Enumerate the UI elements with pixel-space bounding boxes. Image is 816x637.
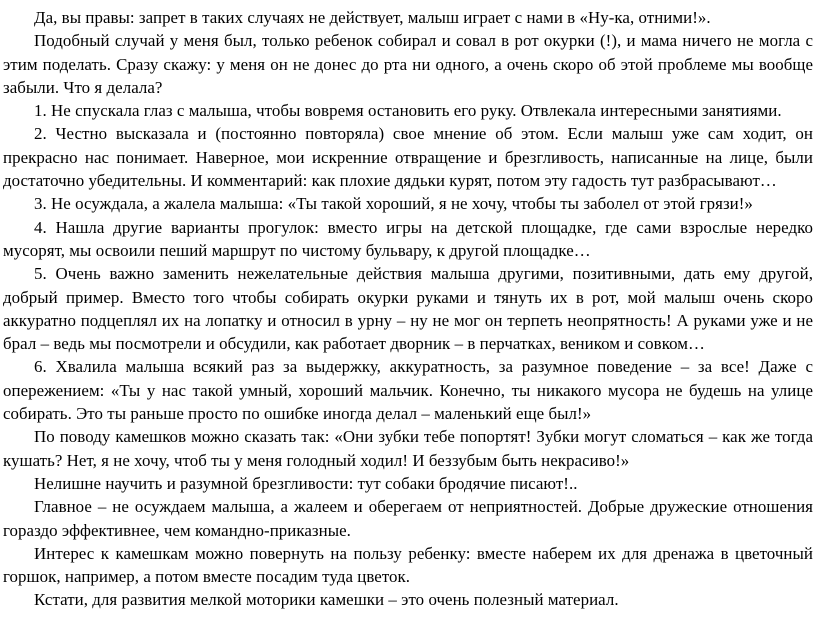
paragraph-intro: Да, вы правы: запрет в таких случаях не действует, малыш играет с нами в «Ну-ка, отними!».	[34, 8, 711, 27]
paragraph-pebbles: По поводу камешков можно сказать так: «Они зубки тебе попортят! Зубки могут сломаться – как же тогда кушать? Нет, я не хочу, чтоб ты у меня голодный ходил! И беззубым быть некрасиво!»	[3, 427, 813, 470]
paragraph-squeamishness: Нелишне научить и разумной брезгливости: тут собаки бродячие писают!..	[34, 473, 578, 493]
paragraph-main-point: Главное – не осуждаем малыша, а жалеем и оберегаем от неприятностей. Добрые дружеские отношения гораздо эффективнее, чем командно-приказные.	[3, 497, 813, 540]
paragraph-item-3: 3. Не осуждала, а жалела малыша: «Ты такой хороший, я не хочу, чтобы ты заболел от этой грязи!»	[34, 194, 753, 214]
paragraph-interest: Интерес к камешкам можно повернуть на пользу ребенку: вместе наберем их для дренажа в цветочный горшок, например, а потом вместе посадим туда цветок.	[3, 543, 813, 587]
paragraph-item-6: 6. Хвалила малыша всякий раз за выдержку, аккуратность, за разумное поведение – за все! Даже с опережением: «Ты у нас такой умный, хороший мальчик. Конечно, ты никакого мусора не будешь на улице собирать. Это ты раньше просто по ошибке иногда делал – маленький еще был!»	[3, 357, 813, 424]
paragraph-item-2: 2. Честно высказала и (постоянно повторяла) свое мнение об этом. Если малыш уже сам ходит, он прекрасно нас понимает. Наверное, мои искренние отвращение и брезгливость, написанные на лице, были достаточно убедительны. И комментарий: как плохие дядьки курят, потом эту гадость тут разбрасывают…	[3, 124, 813, 191]
paragraph-similar-case: Подобный случай у меня был, только ребенок собирал и совал в рот окурки (!), и мама ничего не могла с этим поделать. Сразу скажу: у меня он не донес до рта ни одного, а очень скоро об этой проблеме мы вообще забыли. Что я делала?	[3, 31, 813, 97]
document-page	[3, 6, 813, 612]
paragraph-item-5: 5. Очень важно заменить нежелательные действия малыша другими, позитивными, дать ему другой, добрый пример. Вместо того чтобы собирать окурки руками и тянуть их в рот, мой малыш очень скоро аккуратно подцеплял их на лопатку и относил в урну – ну не мог он терпеть неопрятность! А руками уже и не брал – ведь мы посмотрели и обсудили, как работает дворник – в перчатках, веником и совком…	[3, 264, 813, 354]
paragraph-motor-skills: Кстати, для развития мелкой моторики камешки – это очень полезный материал.	[34, 590, 619, 610]
paragraph-item-1: 1. Не спускала глаз с малыша, чтобы вовремя остановить его руку. Отвлекала интересными занятиями.	[34, 101, 782, 121]
paragraph-item-4: 4. Нашла другие варианты прогулок: вместо игры на детской площадке, где сами взрослые нередко мусорят, мы освоили пеший маршрут по чистому бульвару, к другой площадке…	[3, 217, 813, 260]
